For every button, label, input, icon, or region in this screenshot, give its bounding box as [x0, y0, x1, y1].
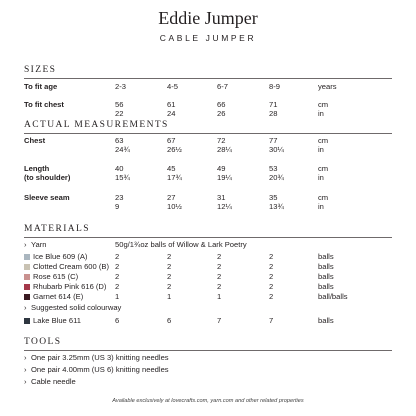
- unit: in: [318, 145, 324, 154]
- cell: 2: [167, 262, 172, 271]
- cell: 24: [167, 109, 176, 118]
- cell: 27: [167, 193, 176, 202]
- section-title-tools: TOOLS: [24, 337, 62, 347]
- pattern-subtitle: CABLE JUMPER: [159, 33, 257, 43]
- cell: 28¼: [217, 145, 232, 154]
- cell: 2: [269, 252, 274, 261]
- tool-item: [24, 365, 169, 374]
- cell: 1: [217, 292, 222, 301]
- tool-text: Cable needle: [31, 377, 76, 386]
- cell: 13¾: [269, 202, 284, 211]
- color-swatch-icon: [24, 318, 30, 324]
- color-swatch-icon: [24, 274, 30, 280]
- pattern-title: Eddie Jumper: [158, 8, 258, 28]
- row-label: Sleeve seam: [24, 193, 70, 202]
- unit: in: [318, 109, 324, 118]
- cell: 2: [269, 282, 274, 291]
- cell: 2: [167, 252, 172, 261]
- cell: 2: [167, 282, 172, 291]
- cell: 2: [269, 272, 274, 281]
- section-divider: [24, 350, 392, 351]
- cell: 2-3: [115, 82, 126, 91]
- unit: years: [318, 82, 337, 91]
- cell: 9: [115, 202, 120, 211]
- yarn-description: 50g/1¾oz balls of Willow & Lark Poetry: [115, 240, 247, 249]
- chevron-right-icon: ›: [24, 240, 27, 249]
- unit: balls: [318, 252, 334, 261]
- yarn-name: Rhubarb Pink 616 (D): [33, 282, 107, 291]
- cell: 77: [269, 136, 278, 145]
- cell: 24¾: [115, 145, 130, 154]
- cell: 1: [167, 292, 172, 301]
- cell: 15¾: [115, 173, 130, 182]
- row-label: Length: [24, 164, 50, 173]
- cell: 56: [115, 100, 124, 109]
- tool-text: One pair 3.25mm (US 3) knitting needles: [31, 353, 169, 362]
- chevron-right-icon: ›: [24, 365, 27, 374]
- unit: in: [318, 202, 324, 211]
- yarn-name: Garnet 614 (E): [33, 292, 84, 301]
- section-divider: [24, 237, 392, 238]
- cell: 7: [217, 316, 222, 325]
- cell: 19¼: [217, 173, 232, 182]
- unit: in: [318, 173, 324, 182]
- cell: 23: [115, 193, 124, 202]
- tool-item: [24, 377, 76, 386]
- color-swatch-icon: [24, 284, 30, 290]
- tool-item: [24, 353, 169, 362]
- cell: 71: [269, 100, 278, 109]
- cell: 2: [115, 262, 120, 271]
- row-label: To fit age: [24, 82, 58, 91]
- cell: 66: [217, 100, 226, 109]
- cell: 26: [217, 109, 226, 118]
- unit: cm: [318, 100, 329, 109]
- section-title-sizes: SIZES: [24, 65, 57, 75]
- cell: 2: [115, 252, 120, 261]
- row-label: Chest: [24, 136, 46, 145]
- chevron-right-icon: ›: [24, 377, 27, 386]
- suggested-label: Suggested solid colourway: [31, 303, 122, 312]
- cell: 1: [115, 292, 120, 301]
- color-swatch-icon: [24, 254, 30, 260]
- cell: 72: [217, 136, 226, 145]
- footer-note: Available exclusively at lovecrafts.com, yarn.com and other related properties: [112, 398, 304, 404]
- unit: balls: [318, 282, 334, 291]
- cell: 2: [115, 272, 120, 281]
- cell: 7: [269, 316, 274, 325]
- cell: 4-5: [167, 82, 178, 91]
- cell: 53: [269, 164, 278, 173]
- section-title-materials: MATERIALS: [24, 224, 90, 234]
- unit: balls: [318, 316, 334, 325]
- section-title-actual-measurements: ACTUAL MEASUREMENTS: [24, 120, 169, 130]
- chevron-right-icon: ›: [24, 303, 27, 312]
- yarn-name: Lake Blue 611: [33, 316, 81, 325]
- cell: 26½: [167, 145, 182, 154]
- cell: 20¾: [269, 173, 284, 182]
- cell: 17¾: [167, 173, 182, 182]
- unit: balls: [318, 262, 334, 271]
- cell: 2: [217, 252, 222, 261]
- cell: 67: [167, 136, 176, 145]
- cell: 63: [115, 136, 124, 145]
- chevron-right-icon: ›: [24, 353, 27, 362]
- cell: 12¼: [217, 202, 232, 211]
- cell: 22: [115, 109, 124, 118]
- cell: 10½: [167, 202, 182, 211]
- cell: 28: [269, 109, 278, 118]
- row-label: To fit chest: [24, 100, 64, 109]
- tool-text: One pair 4.00mm (US 6) knitting needles: [31, 365, 169, 374]
- yarn-name: Clotted Cream 600 (B): [33, 262, 109, 271]
- cell: 2: [167, 272, 172, 281]
- cell: 2: [217, 262, 222, 271]
- section-divider: [24, 133, 392, 134]
- cell: 2: [269, 262, 274, 271]
- cell: 2: [217, 272, 222, 281]
- cell: 30¼: [269, 145, 284, 154]
- yarn-name: Rose 615 (C): [33, 272, 79, 281]
- cell: 8-9: [269, 82, 280, 91]
- unit: cm: [318, 136, 329, 145]
- cell: 6: [115, 316, 120, 325]
- cell: 2: [269, 292, 274, 301]
- unit: cm: [318, 193, 329, 202]
- color-swatch-icon: [24, 264, 30, 270]
- cell: 6: [167, 316, 172, 325]
- unit: cm: [318, 164, 329, 173]
- unit: balls: [318, 272, 334, 281]
- color-swatch-icon: [24, 294, 30, 300]
- yarn-label: Yarn: [31, 240, 47, 249]
- cell: 35: [269, 193, 278, 202]
- yarn-name: Ice Blue 609 (A): [33, 252, 88, 261]
- cell: 45: [167, 164, 176, 173]
- cell: 40: [115, 164, 124, 173]
- section-divider: [24, 78, 392, 79]
- cell: 2: [115, 282, 120, 291]
- cell: 61: [167, 100, 176, 109]
- cell: 31: [217, 193, 226, 202]
- cell: 49: [217, 164, 226, 173]
- cell: 6-7: [217, 82, 228, 91]
- cell: 2: [217, 282, 222, 291]
- unit: ball/balls: [318, 292, 348, 301]
- row-label-sub: (to shoulder): [24, 173, 71, 182]
